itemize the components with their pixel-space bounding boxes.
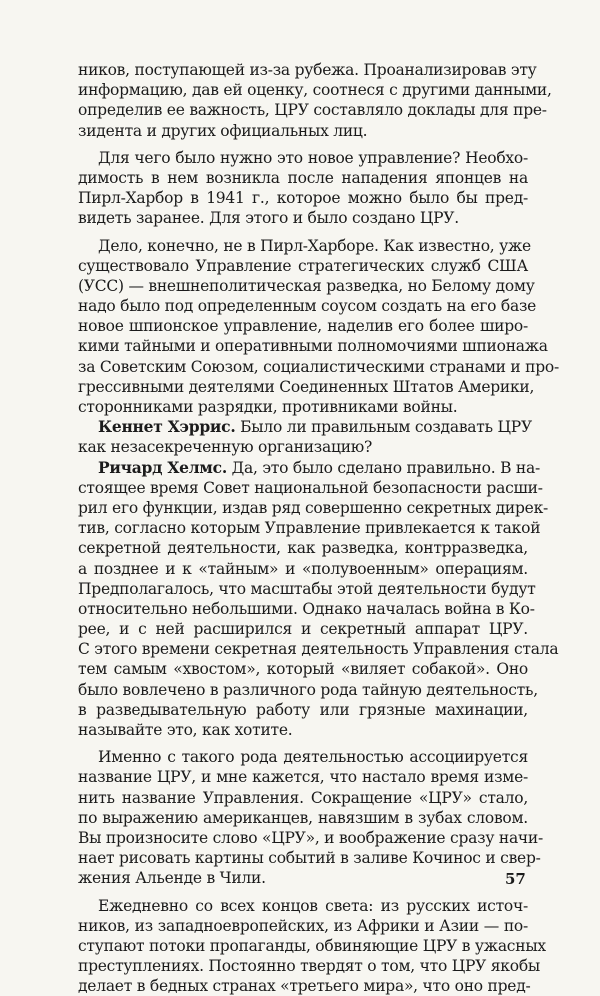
text-line: а позднее и к «тайным» и «полувоенным» операциям. <box>78 559 528 579</box>
text-line: определив ее важность, ЦРУ составляло доклады для пре- <box>78 100 528 120</box>
paragraph <box>78 236 528 418</box>
text-line: стоящее время Совет национальной безопасности расши- <box>78 478 528 498</box>
text-line: как незасекреченную организацию? <box>78 437 528 457</box>
text-line: надо было под определенным соусом создать на его базе <box>78 296 528 316</box>
text-line: в разведывательную работу или грязные махинации, <box>78 700 528 720</box>
text-line: существовало Управление стратегических служб США <box>78 256 528 276</box>
text-line: по выражению американцев, навязшим в зубах словом. <box>78 808 528 828</box>
speaker-name: Кеннет Хэррис. <box>98 417 235 436</box>
text-line: за Советским Союзом, социалистическими странами и про- <box>78 357 528 377</box>
text-line: Именно с такого рода деятельностью ассоциируется <box>78 747 528 767</box>
paragraph <box>78 148 528 229</box>
speaker-name: Ричард Хелмс. <box>98 458 227 477</box>
text-line: зидента и других официальных лиц. <box>78 121 528 141</box>
text-line: Для чего было нужно это новое управление? Необхо- <box>78 148 528 168</box>
text-line: было вовлечено в различного рода тайную деятельность, <box>78 680 528 700</box>
text-line: относительно небольшими. Однако началась война в Ко- <box>78 599 528 619</box>
text-line: рее, и с ней расширился и секретный аппарат ЦРУ. <box>78 619 528 639</box>
text-line: тив, согласно которым Управление привлекается к такой <box>78 518 528 538</box>
text-line: делает в бедных странах «третьего мира», что оно пред- <box>78 976 528 996</box>
paragraph <box>78 896 528 996</box>
text-line: информацию, дав ей оценку, соотнеся с другими данными, <box>78 80 528 100</box>
text-line: димость в нем возникла после нападения японцев на <box>78 168 528 188</box>
text-line: ников, поступающей из-за рубежа. Проанализировав эту <box>78 60 528 80</box>
text-line <box>78 417 528 437</box>
text-line <box>78 458 528 478</box>
text-line: секретной деятельности, как разведка, контрразведка, <box>78 538 528 558</box>
paragraph <box>78 417 528 457</box>
text-line: сторонниками разрядки, противниками войны. <box>78 397 528 417</box>
text-line: (УСС) — внешнеполитическая разведка, но Белому дому <box>78 276 528 296</box>
dialogue-text: Да, это было сделано правильно. В на- <box>227 459 540 477</box>
text-line: грессивными деятелями Соединенных Штатов Америки, <box>78 377 528 397</box>
paragraph <box>78 60 528 141</box>
text-line: Ежедневно со всех концов света: из русских источ- <box>78 896 528 916</box>
text-line: новое шпионское управление, наделив его более широ- <box>78 316 528 336</box>
text-line: Дело, конечно, не в Пирл-Харборе. Как известно, уже <box>78 236 528 256</box>
text-line: рил его функции, издав ряд совершенно секретных дирек- <box>78 498 528 518</box>
text-line: ников, из западноевропейских, из Африки и Азии — по- <box>78 916 528 936</box>
page-body <box>78 60 528 996</box>
text-line: нить название Управления. Сокращение «ЦРУ» стало, <box>78 788 528 808</box>
text-line: Пирл-Харбор в 1941 г., которое можно было бы пред- <box>78 188 528 208</box>
text-line: видеть заранее. Для этого и было создано ЦРУ. <box>78 208 528 228</box>
paragraph <box>78 458 528 741</box>
text-line: тем самым «хвостом», который «виляет собакой». Оно <box>78 659 528 679</box>
text-line: жения Альенде в Чили. <box>78 868 528 888</box>
page-number: 57 <box>505 870 526 888</box>
text-line: Вы произносите слово «ЦРУ», и воображение сразу начи- <box>78 828 528 848</box>
text-line: называйте это, как хотите. <box>78 720 528 740</box>
paragraph <box>78 747 528 888</box>
text-line: С этого времени секретная деятельность Управления стала <box>78 639 528 659</box>
text-line: название ЦРУ, и мне кажется, что настало время изме- <box>78 767 528 787</box>
text-line: нает рисовать картины событий в заливе Кочинос и свер- <box>78 848 528 868</box>
text-line: Предполагалось, что масштабы этой деятельности будут <box>78 579 528 599</box>
text-line: ступают потоки пропаганды, обвиняющие ЦРУ в ужасных <box>78 936 528 956</box>
text-line: преступлениях. Постоянно твердят о том, что ЦРУ якобы <box>78 956 528 976</box>
text-line: кими тайными и оперативными полномочиями шпионажа <box>78 336 528 356</box>
dialogue-text: Было ли правильным создавать ЦРУ <box>235 418 531 436</box>
